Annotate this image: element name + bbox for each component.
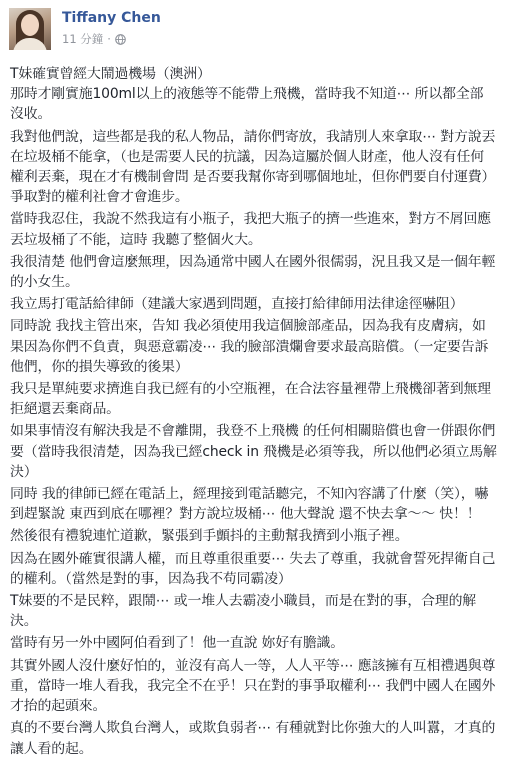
post-content <box>10 64 497 761</box>
post-paragraph: 同時說 我找主管出來，告知 我必須使用我這個臉部產品，因為我有皮膚病，如果因為你們不負責，與惡意霸凌⋯ 我的臉部潰爛會要求最高賠償。（一定要告訴他們，你的損失導致的後果） <box>10 318 489 375</box>
post-paragraph: T妹要的不是民粹，跟鬧⋯ 或一堆人去霸凌小職員，而是在對的事，合理的解決。 <box>10 593 477 630</box>
post-paragraph: 我對他們說，這些都是我的私人物品，請你們寄放，我請別人來拿取⋯ 對方說丟在垃圾桶不能拿，（也是需要人民的抗議，因為這屬於個人財產，他人沒有任何權利丟棄，現在才有機制會問 是否要我幫你寄到哪個地址，但你們要自付運費）爭取對的權利社會才會進步。 <box>10 128 496 206</box>
post-header <box>9 0 496 58</box>
post-paragraph: 當時我忍住，我說不然我這有小瓶子，我把大瓶子的擠一些進來，對方不屑回應 丟垃圾桶了不能，這時 我聽了整個火大。 <box>10 211 491 248</box>
author-name[interactable]: Tiffany Chen <box>62 10 161 26</box>
post-paragraph: 當時有另一外中國阿伯看到了！他一直說 妳好有膽識。 <box>10 635 345 652</box>
post-paragraph: 我立馬打電話給律師（建議大家遇到問題，直接打給律師用法律途徑嚇阻） <box>10 296 464 313</box>
post-paragraph: 我很清楚 他們會這麼無理，因為通常中國人在國外很儒弱，況且我又是一個年輕的小女生。 <box>10 253 496 291</box>
post-paragraph: 如果事情沒有解決我是不會離開，我登不上飛機 的任何相關賠償也會一併跟你們要（當時我很清楚，因為我已經check in 飛機是必須等我，所以他們必須立馬解決） <box>10 423 497 480</box>
post-paragraph: 同時 我的律師已經在電話上，經理接到電話聽完，不知內容講了什麼（笑），嚇到趕緊說 東西到底在哪裡？對方說垃圾桶⋯ 他大聲說 還不快去拿～～ 快！！ <box>10 486 489 523</box>
post-paragraph: 然後很有禮貌連忙道歉，緊張到手顫抖的主動幫我擠到小瓶子裡。 <box>10 528 409 545</box>
post-meta <box>62 31 126 47</box>
post-paragraph: 真的不要台灣人欺負台灣人，或欺負弱者⋯ 有種就對比你強大的人叫囂，才真的讓人看的起。 <box>10 720 496 757</box>
avatar[interactable] <box>9 8 51 50</box>
post-timestamp[interactable]: 11 分鐘 <box>62 32 104 46</box>
post-paragraph: 我只是單純要求擠進自我已經有的小空瓶裡，在合法容量裡帶上飛機卻著到無理拒絕還丟棄商品。 <box>10 381 491 418</box>
globe-icon[interactable] <box>115 34 126 45</box>
post-paragraph: 其實外國人沒什麼好怕的，並沒有高人一等，人人平等⋯ 應該擁有互相禮遇與尊重，當時一堆人看我，我完全不在乎！只在對的事爭取權利⋯ 我們中國人在國外才抬的起頭來。 <box>10 657 496 715</box>
post-paragraph: 因為在國外確實很講人權，而且尊重很重要⋯ 失去了尊重，我就會誓死捍衛自己的權利。（當然是對的事，因為我不苟同霸凌） <box>10 550 496 587</box>
meta-separator: · <box>107 32 111 46</box>
post-paragraph: T妹確實曾經大鬧過機場（澳洲） 那時才剛實施100ml以上的液態等不能帶上飛機，當時我不知道⋯ 所以都全部沒收。 <box>10 66 484 123</box>
